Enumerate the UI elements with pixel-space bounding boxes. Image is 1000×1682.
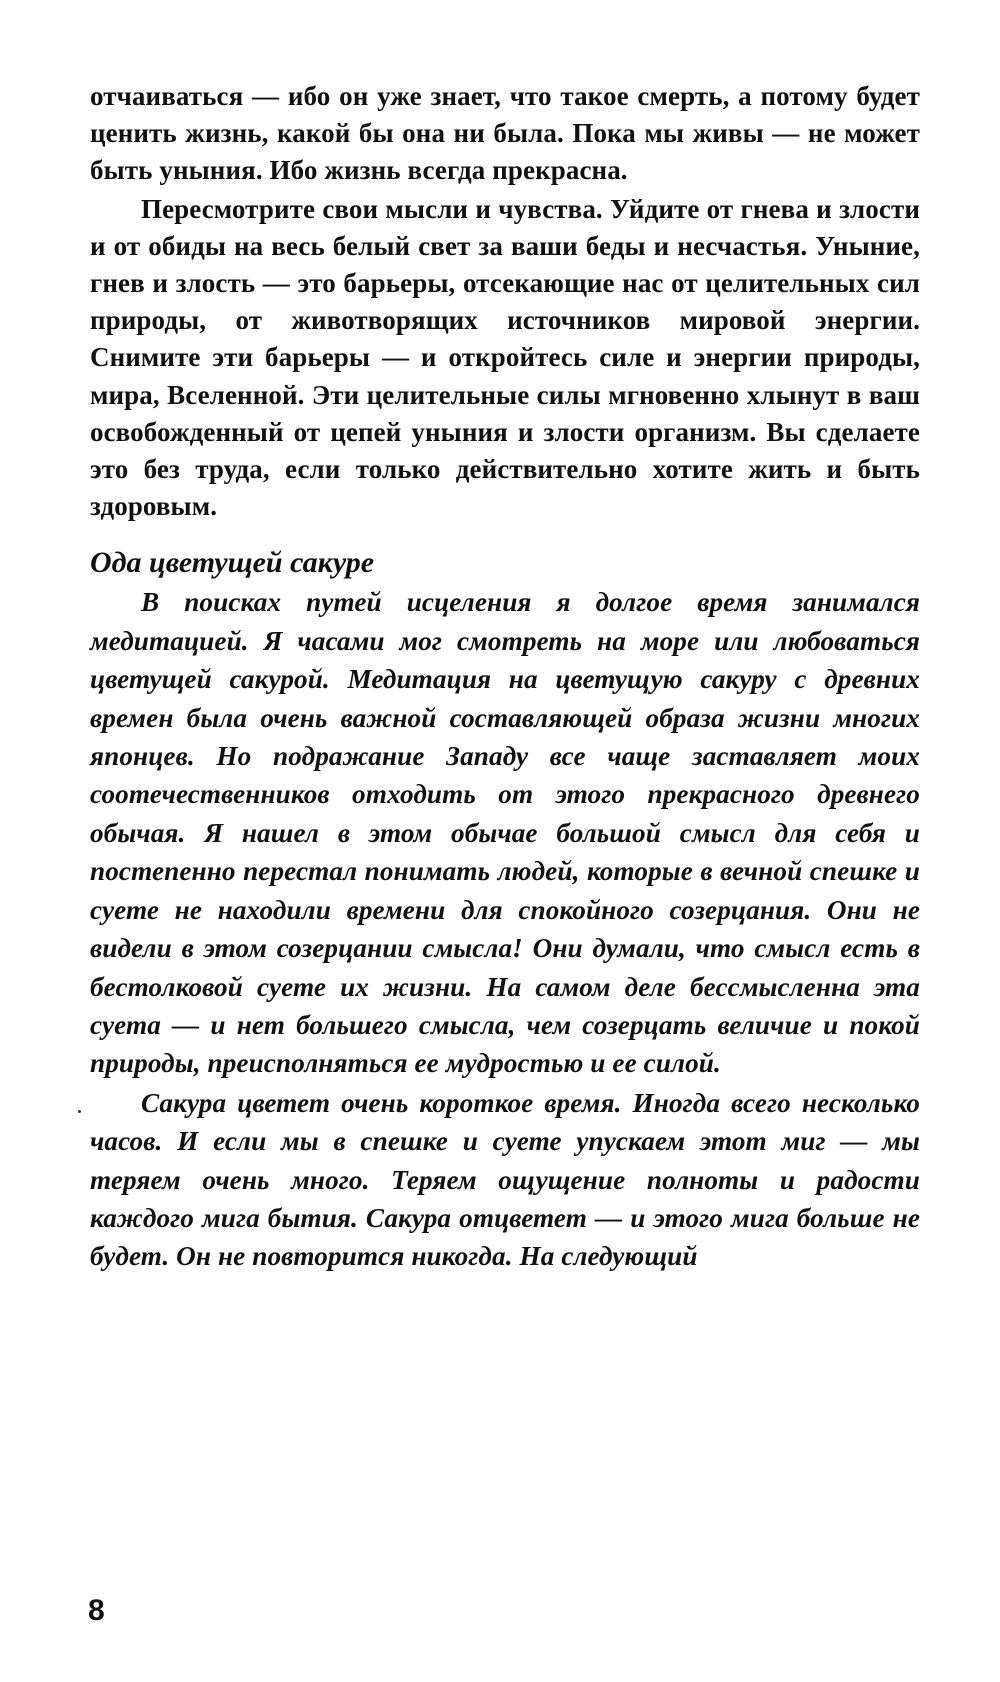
section-heading: Ода цветущей сакуре: [90, 546, 375, 580]
paragraph-sakura: Сакура цветет очень короткое время. Иногда всего несколько часов. И если мы в спешке и суете упускаем этот миг — мы теряем очень много. Теряем ощущение полноты и радости каждого мига бытия. Сакура отцветет — и этого мига больше не будет. Он не повторится никогда. На следующий: [90, 1087, 920, 1272]
paragraph-continuation: отчаиваться — ибо он уже знает, что такое смерть, а потому будет ценить жизнь, какой бы она ни была. Пока мы живы — не может быть уныния. Ибо жизнь всегда прекрасна.: [90, 81, 920, 186]
paragraph-meditation: В поисках путей исцеления я долгое время занимался медитацией. Я часами мог смотреть на море или любоваться цветущей сакурой. Медитация на цветущую сакуру с древних времен была очень важной составляющей образа жизни многих японцев. Но подражание Западу все чаще заставляет моих соотечественников отходить от этого прекрасного древнего обычая. Я нашел в этом обычае большой смысл для себя и постепенно перестал понимать людей, которые в вечной спешке и суете не находили времени для спокойного созерцания. Они не видели в этом созерцании смысла! Они думали, что смысл есть в бестолковой суете их жизни. На самом деле бессмысленна эта суета — и нет большего смысла, чем созерцать величие и покой природы, преисполняться ее мудростью и ее силой.: [90, 587, 920, 1079]
page-text: [90, 78, 920, 1276]
page-number: 8: [88, 1594, 105, 1627]
italic-section: [90, 583, 920, 1275]
paragraph-advice: Пересмотрите свои мысли и чувства. Уйдите от гнева и злости и от обиды на весь белый свет за ваши беды и несчастья. Уныние, гнев и злость — это барьеры, отсекающие нас от целительных сил природы, от животворящих источников мировой энергии. Снимите эти барьеры — и откройтесь силе и энергии природы, мира, Вселенной. Эти целительные силы мгновенно хлынут в ваш освобожденный от цепей уныния и злости организм. Вы сделаете это без труда, если только действительно хотите жить и быть здоровым.: [90, 193, 920, 522]
print-speck: [78, 1110, 81, 1113]
